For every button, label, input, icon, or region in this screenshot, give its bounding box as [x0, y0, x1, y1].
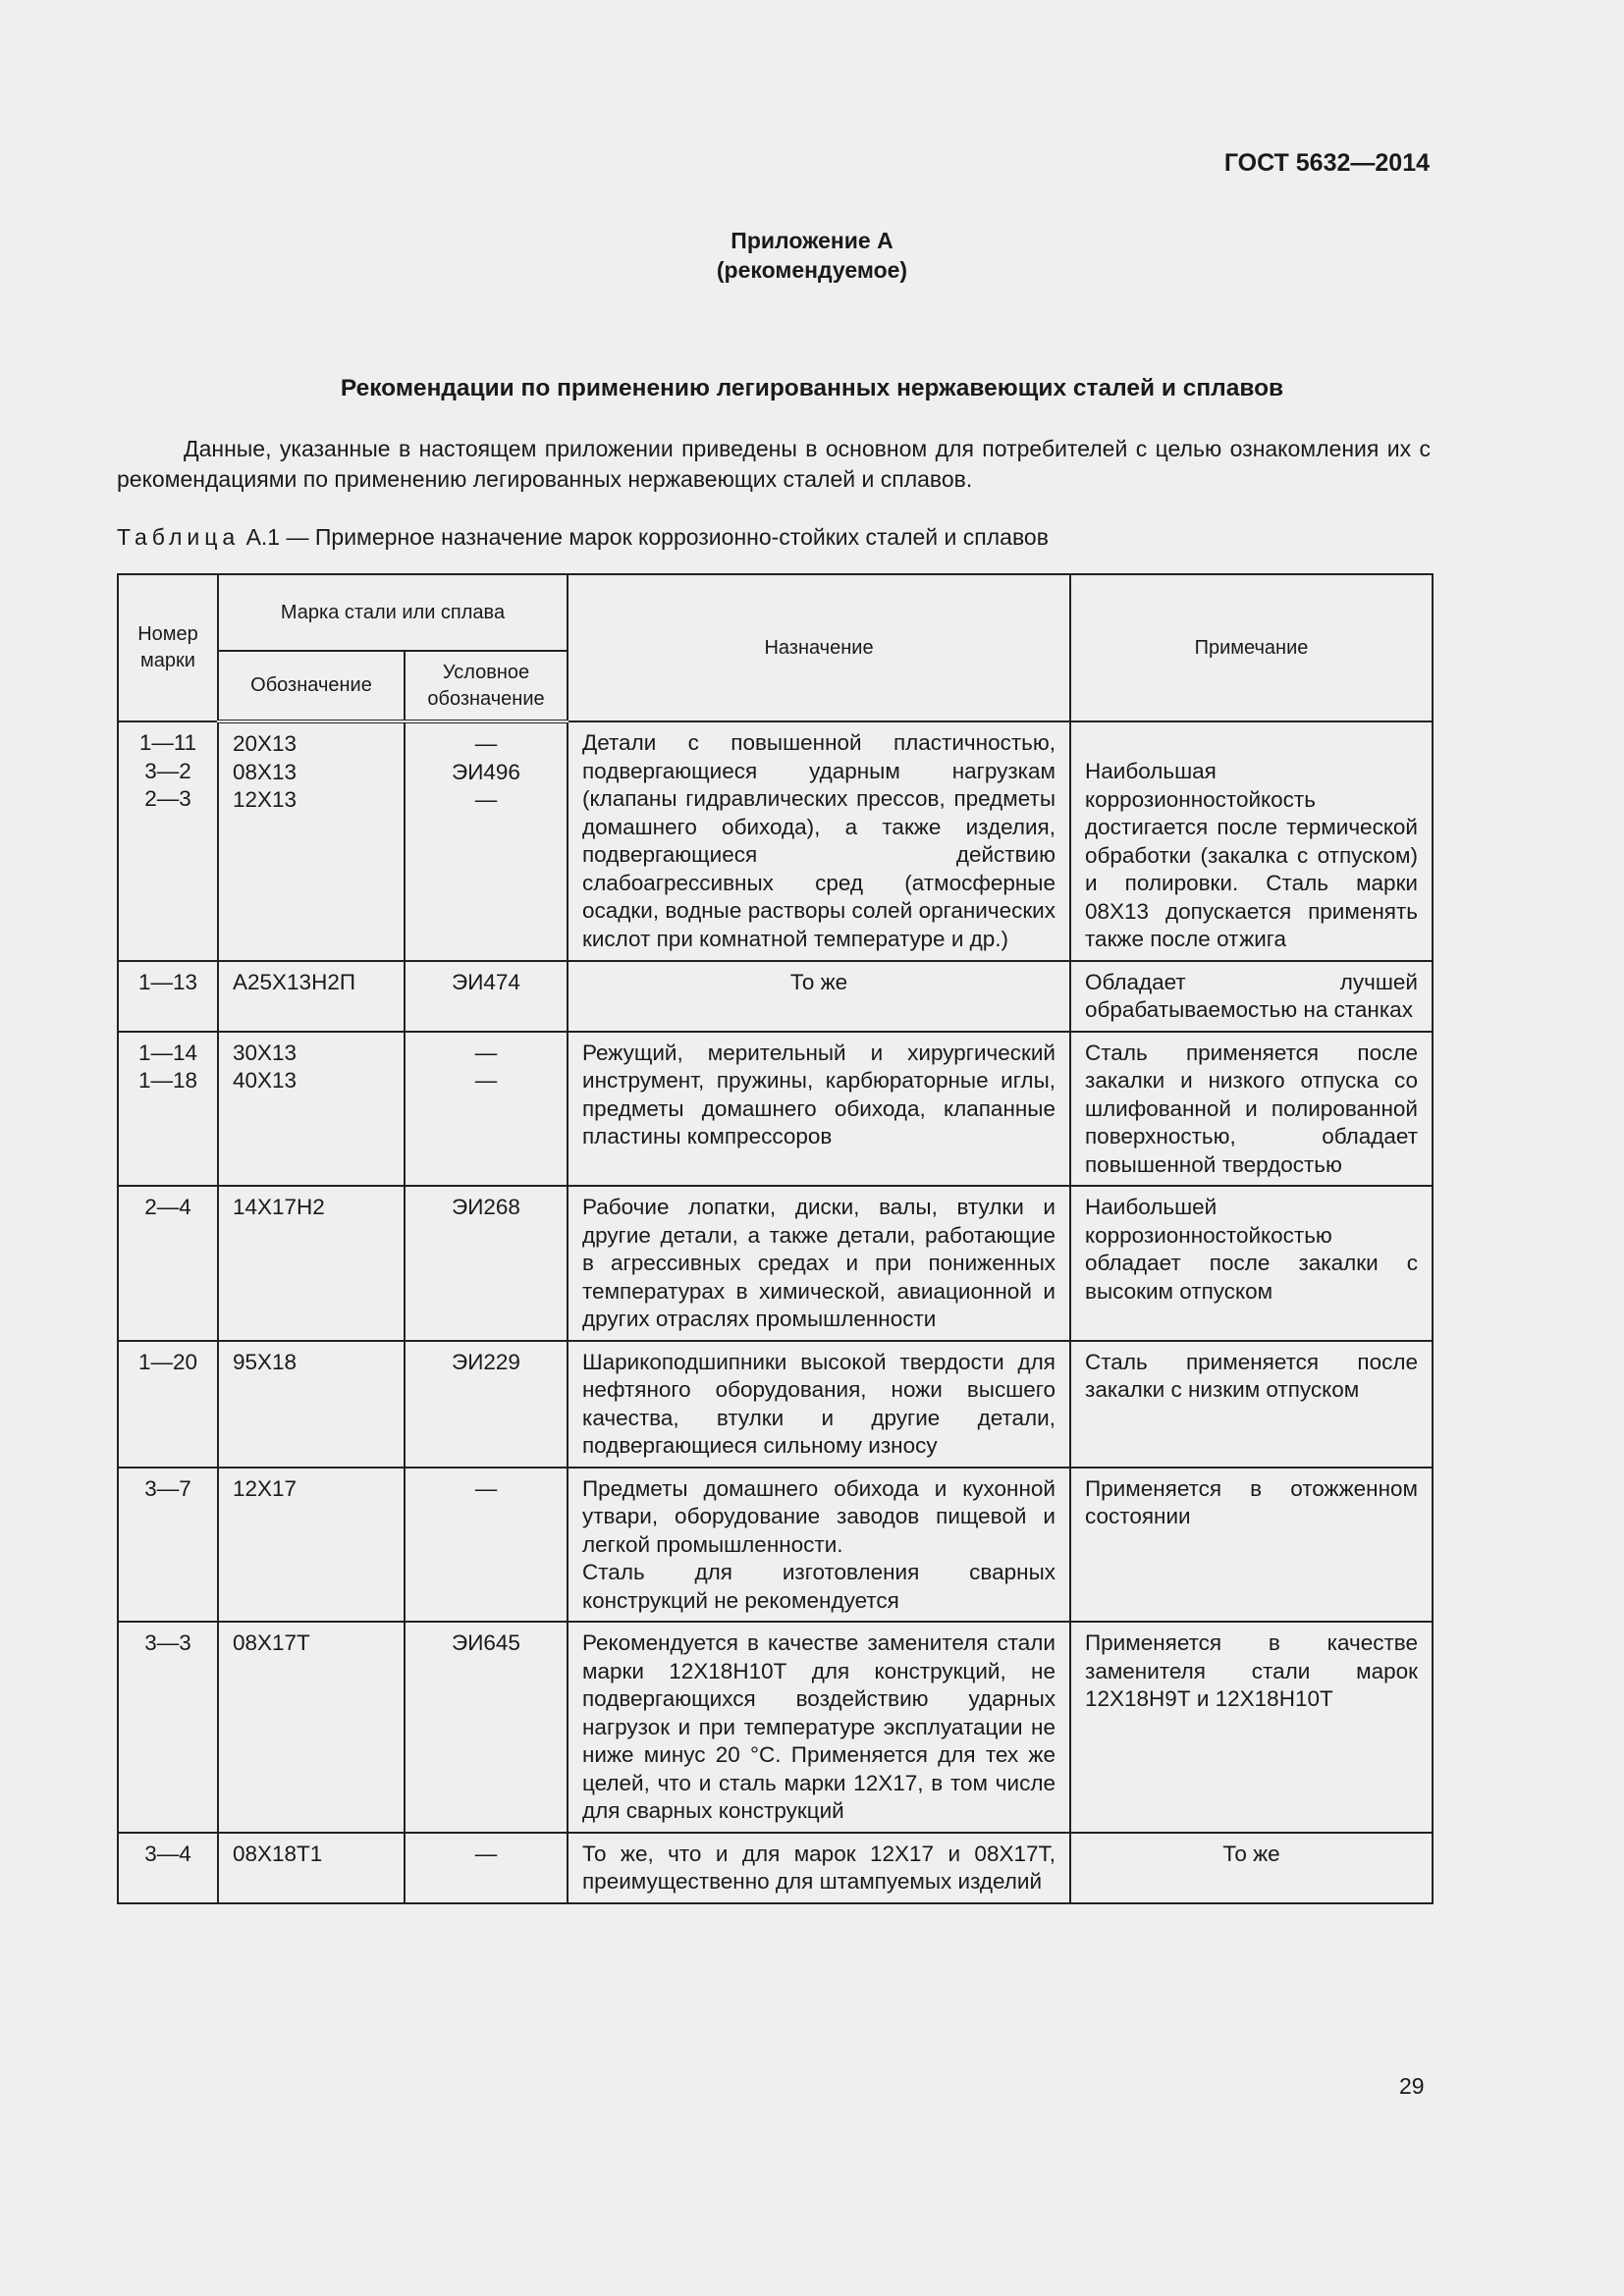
table-row	[118, 721, 1433, 961]
cell-number: 1—14 1—18	[118, 1032, 218, 1187]
table-row	[118, 1833, 1433, 1903]
cell-number: 2—4	[118, 1186, 218, 1341]
cell-number: 3—7	[118, 1468, 218, 1623]
cell-note: Наибольшей коррозионностойкостью обладает после закалки с высоким отпуском	[1070, 1186, 1433, 1341]
steel-grades-table	[117, 573, 1434, 1904]
cell-note: Применяется в отожженном состоянии	[1070, 1468, 1433, 1623]
cell-number: 3—4	[118, 1833, 218, 1903]
header-note: Примечание	[1070, 574, 1433, 721]
section-title: Рекомендации по применению легированных нержавеющих сталей и сплавов	[340, 375, 1284, 401]
cell-conventional: ЭИ474	[405, 961, 568, 1032]
table-caption-text: А.1 — Примерное назначение марок коррозионно-стойких сталей и сплавов	[240, 524, 1049, 550]
cell-designation: 14Х17Н2	[218, 1186, 405, 1341]
cell-purpose: Режущий, мерительный и хирургический инструмент, пружины, карбюраторные иглы, предметы домашнего обихода, клапанные пластины компрессоров	[568, 1032, 1070, 1187]
cell-purpose: То же, что и для марок 12Х17 и 08Х17Т, преимущественно для штампуемых изделий	[568, 1833, 1070, 1903]
cell-conventional: ЭИ268	[405, 1186, 568, 1341]
cell-conventional: — —	[405, 1032, 568, 1187]
cell-conventional: —	[405, 1468, 568, 1623]
cell-note: Сталь применяется после закалки и низкого отпуска со шлифованной и полированной поверхностью, обладает повышенной твердостью	[1070, 1032, 1433, 1187]
cell-designation: А25Х13Н2П	[218, 961, 405, 1032]
table-row	[118, 1032, 1433, 1187]
cell-note: То же	[1070, 1833, 1433, 1903]
cell-conventional: — ЭИ496 —	[405, 721, 568, 961]
cell-designation: 95Х18	[218, 1341, 405, 1468]
cell-note: Сталь применяется после закалки с низким отпуском	[1070, 1341, 1433, 1468]
cell-purpose: Предметы домашнего обихода и кухонной утвари, оборудование заводов пищевой и легкой промышленности. Сталь для изготовления сварных конструкций не рекомендуется	[568, 1468, 1070, 1623]
table-row	[118, 1468, 1433, 1623]
table-caption	[117, 524, 1049, 551]
cell-purpose: Рекомендуется в качестве заменителя стали марки 12Х18Н10Т для конструкций, не подвергающихся воздействию ударных нагрузок и при температуре эксплуатации не ниже минус 20 °С. Применяется для тех же целей, что и сталь марки 12Х17, в том числе для сварных конструкций	[568, 1622, 1070, 1833]
cell-designation: 12Х17	[218, 1468, 405, 1623]
table-caption-label: Таблица	[117, 524, 241, 550]
cell-conventional: ЭИ229	[405, 1341, 568, 1468]
header-number: Номер марки	[118, 574, 218, 721]
appendix-title: Приложение А	[731, 228, 893, 253]
table-row	[118, 1622, 1433, 1833]
cell-number: 3—3	[118, 1622, 218, 1833]
header-purpose: Назначение	[568, 574, 1070, 721]
appendix-heading	[0, 226, 1624, 285]
page-number: 29	[1399, 2073, 1425, 2099]
cell-note: Применяется в качестве заменителя стали марок 12Х18Н9Т и 12Х18Н10Т	[1070, 1622, 1433, 1833]
header-conventional: Условное обозначение	[405, 651, 568, 721]
header-grade-group: Марка стали или сплава	[218, 574, 568, 651]
cell-number: 1—11 3—2 2—3	[118, 721, 218, 961]
cell-designation: 20Х13 08Х13 12Х13	[218, 721, 405, 961]
appendix-status: (рекомендуемое)	[716, 257, 908, 283]
cell-purpose: Шарикоподшипники высокой твердости для нефтяного оборудования, ножи высшего качества, втулки и другие детали, подвергающиеся сильному износу	[568, 1341, 1070, 1468]
table-row	[118, 1186, 1433, 1341]
cell-number: 1—13	[118, 961, 218, 1032]
cell-designation: 30Х13 40Х13	[218, 1032, 405, 1187]
intro-paragraph: Данные, указанные в настоящем приложении приведены в основном для потребителей с целью ознакомления их с рекомендациями по применению легированных нержавеющих сталей и сплавов.	[117, 436, 1431, 492]
cell-designation: 08Х18Т1	[218, 1833, 405, 1903]
cell-purpose: Детали с повышенной пластичностью, подвергающиеся ударным нагрузкам (клапаны гидравлических прессов, предметы домашнего обихода), а также изделия, подвергающиеся действию слабоагрессивных сред (атмосферные осадки, водные растворы солей органических кислот при комнатной температуре и др.)	[568, 721, 1070, 961]
standard-number: ГОСТ 5632—2014	[1223, 149, 1430, 177]
cell-purpose: Рабочие лопатки, диски, валы, втулки и другие детали, а также детали, работающие в агрессивных средах и при пониженных температурах в химической, авиационной и других отраслях промышленности	[568, 1186, 1070, 1341]
table-row	[118, 961, 1433, 1032]
cell-purpose: То же	[568, 961, 1070, 1032]
cell-conventional: ЭИ645	[405, 1622, 568, 1833]
cell-designation: 08Х17Т	[218, 1622, 405, 1833]
cell-note: Обладает лучшей обрабатываемостью на станках	[1070, 961, 1433, 1032]
cell-number: 1—20	[118, 1341, 218, 1468]
table-row	[118, 1341, 1433, 1468]
cell-note: Наибольшая коррозионностойкость достигается после термической обработки (закалка с отпуском) и полировки. Сталь марки 08Х13 допускается применять также после отжига	[1070, 721, 1433, 961]
cell-conventional: —	[405, 1833, 568, 1903]
header-designation: Обозначение	[218, 651, 405, 721]
